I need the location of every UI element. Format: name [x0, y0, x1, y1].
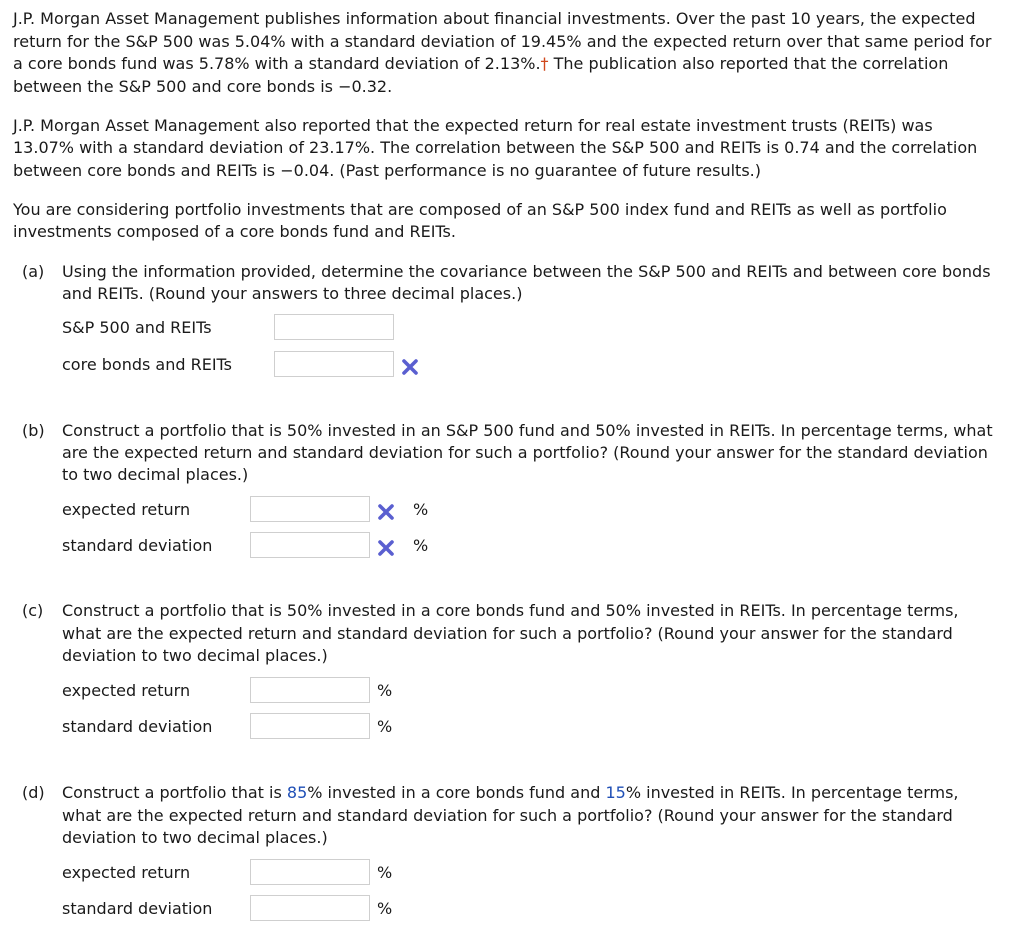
intro-p1-line-1: J.P. Morgan Asset Management publishes information about financial investments. Over the past 10 years, the expected — [13, 9, 976, 28]
x-mark-icon — [401, 358, 419, 376]
part-c-field-1-label: expected return — [62, 681, 191, 700]
part-c-standard-deviation-input[interactable] — [250, 713, 370, 739]
percent-unit: % — [413, 500, 429, 519]
part-b-standard-deviation-input[interactable] — [250, 532, 370, 558]
part-a-field-1-label: S&P 500 and REITs — [62, 318, 212, 337]
part-b-field-2-label: standard deviation — [62, 536, 213, 555]
part-a-question-line-2: and REITs. (Round your answers to three decimal places.) — [62, 284, 523, 303]
part-d-field-1-label: expected return — [62, 863, 191, 882]
intro-p1-line-4: between the S&P 500 and core bonds is −0.32. — [13, 77, 393, 96]
intro-p2-line-1: J.P. Morgan Asset Management also reported that the expected return for real estate investment trusts (REITs) was — [13, 116, 933, 135]
part-d-field-2-label: standard deviation — [62, 899, 213, 918]
intro-p3-line-2: investments composed of a core bonds fund and REITs. — [13, 222, 456, 241]
percent-unit: % — [413, 536, 429, 555]
intro-p2-line-2: 13.07% with a standard deviation of 23.17%. The correlation between the S&P 500 and REITs is 0.74 and the correlation — [13, 138, 978, 157]
percent-unit: % — [377, 717, 393, 736]
part-b-expected-return-input[interactable] — [250, 496, 370, 522]
part-b-field-1-label: expected return — [62, 500, 191, 519]
part-d-question-line-2: what are the expected return and standard deviation for such a portfolio? (Round your answer for the standard — [62, 806, 953, 825]
intro-p1-line-3: a core bonds fund was 5.78% with a standard deviation of 2.13%.† The publication also reported that the correlation — [13, 54, 949, 73]
percent-unit: % — [377, 681, 393, 700]
part-c-question-line-1: Construct a portfolio that is 50% invested in a core bonds fund and 50% invested in REITs. In percentage terms, — [62, 601, 959, 620]
part-a-field-2-label: core bonds and REITs — [62, 355, 232, 374]
x-mark-icon — [377, 503, 395, 521]
intro-p3-line-1: You are considering portfolio investments that are composed of an S&P 500 index fund and REITs as well as portfolio — [13, 200, 947, 219]
percent-unit: % — [377, 899, 393, 918]
part-c-field-2-label: standard deviation — [62, 717, 213, 736]
part-d-expected-return-input[interactable] — [250, 859, 370, 885]
x-mark-icon — [377, 539, 395, 557]
part-c-question-line-2: what are the expected return and standard deviation for such a portfolio? (Round your answer for the standard — [62, 624, 953, 643]
footnote-dagger[interactable]: † — [540, 54, 549, 73]
intro-p1-line-2: return for the S&P 500 was 5.04% with a standard deviation of 19.45% and the expected return over that same period for — [13, 32, 992, 51]
part-b-question-line-1: Construct a portfolio that is 50% invested in an S&P 500 fund and 50% invested in REITs. In percentage terms, what — [62, 421, 993, 440]
part-a-question-line-1: Using the information provided, determine the covariance between the S&P 500 and REITs and between core bonds — [62, 262, 991, 281]
bonds-weight-value: 85 — [286, 783, 308, 802]
part-d-question-line-1: Construct a portfolio that is 85% invested in a core bonds fund and 15% invested in REITs. In percentage terms, — [62, 783, 959, 802]
part-a-label: (a) — [22, 262, 45, 281]
part-c-label: (c) — [22, 601, 44, 620]
part-c-question-line-3: deviation to two decimal places.) — [62, 646, 328, 665]
part-a-sp500-reits-covariance-input[interactable] — [274, 314, 394, 340]
part-b-label: (b) — [22, 421, 45, 440]
reits-weight-value: 15 — [605, 783, 626, 802]
part-c-expected-return-input[interactable] — [250, 677, 370, 703]
part-b-question-line-3: to two decimal places.) — [62, 465, 249, 484]
part-d-question-line-3: deviation to two decimal places.) — [62, 828, 328, 847]
percent-unit: % — [377, 863, 393, 882]
part-d-label: (d) — [22, 783, 45, 802]
part-b-question-line-2: are the expected return and standard deviation for such a portfolio? (Round your answer for the standard deviation — [62, 443, 988, 462]
intro-p2-line-3: between core bonds and REITs is −0.04. (Past performance is no guarantee of future results.) — [13, 161, 761, 180]
part-d-standard-deviation-input[interactable] — [250, 895, 370, 921]
part-a-bonds-reits-covariance-input[interactable] — [274, 351, 394, 377]
